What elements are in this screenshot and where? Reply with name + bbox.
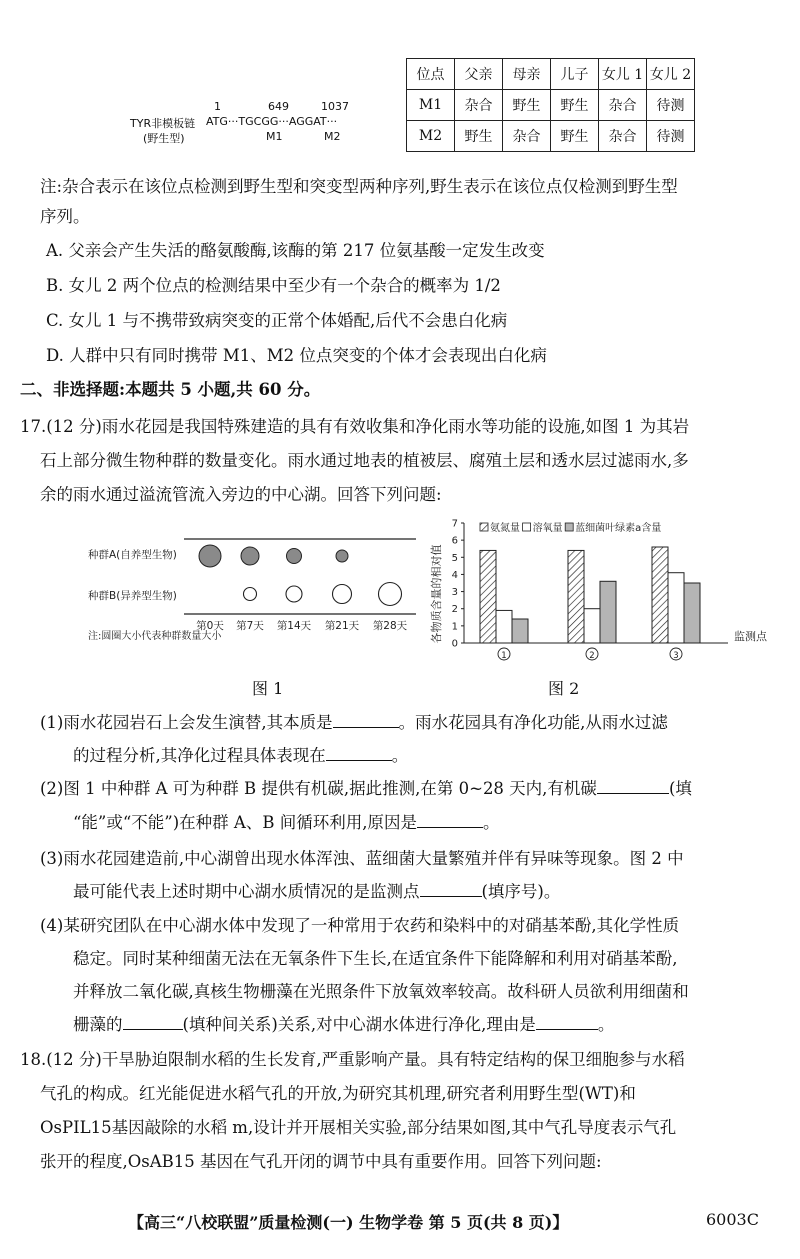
table-cell: M2 (407, 121, 455, 152)
table-cell: 野生 (455, 121, 503, 152)
q17-part2-line2 (73, 808, 499, 838)
q17-part4-line1: (4)某研究团队在中心湖水体中发现了一种常用于农药和染料中的对硝基苯酚,其化学性质 (40, 916, 680, 935)
q17-part4-text2: (填种间关系)关系,对中心湖水体进行净化,理由是 (182, 1015, 536, 1034)
answer-blank[interactable] (536, 1013, 598, 1030)
population-b-circle (244, 588, 257, 601)
q17-part4-line3: 并释放二氧化碳,真核生物栅藻在光照条件下放氧效率较高。故科研人员欲利用细菌和 (73, 982, 689, 1001)
q18-stem-line3: OsPIL15基因敲除的水稻 m,设计并开展相关实验,部分结果如图,其中气孔导度表示气孔 (40, 1118, 677, 1137)
category-label: 3 (673, 651, 679, 661)
gene-sequence: ATG···TGCGG···AGGAT··· (206, 115, 338, 128)
y-tick-label: 2 (451, 604, 458, 616)
option-c: C. 女儿 1 与不携带致病突变的正常个体婚配,后代不会患白化病 (46, 311, 508, 330)
table-header: 母亲 (503, 59, 551, 90)
answer-blank[interactable] (420, 880, 482, 897)
table-header: 父亲 (455, 59, 503, 90)
population-b-circle (379, 583, 402, 606)
table-cell: 待测 (647, 90, 695, 121)
day-tick-label: 第7天 (236, 620, 264, 632)
q17-part1-line2 (73, 741, 408, 771)
table-cell: 野生 (551, 121, 599, 152)
gene-type: (野生型) (143, 132, 185, 145)
q17-part1-text: (1)雨水花园岩石上会发生演替,其本质是 (40, 713, 333, 732)
q18-stem-line4: 张开的程度,OsAB15 基因在气孔开闭的调节中具有重要作用。回答下列问题: (40, 1152, 602, 1171)
population-a-circle (287, 549, 302, 564)
q17-part2-text4: 。 (482, 813, 500, 832)
table-cell: 杂合 (455, 90, 503, 121)
population-a-circle (336, 550, 348, 562)
answer-blank[interactable] (333, 711, 399, 728)
category-label: 1 (501, 651, 507, 661)
fig1-caption: 图 1 (252, 679, 284, 698)
bar-1-1 (584, 609, 600, 643)
legend-swatch (565, 523, 573, 531)
legend-swatch (523, 523, 531, 531)
y-tick-label: 0 (451, 638, 458, 650)
bar-1-2 (668, 573, 684, 643)
bar-0-1 (568, 550, 584, 643)
q17-stem-line2: 石上部分微生物种群的数量变化。雨水通过地表的植被层、腐殖土层和透水层过滤雨水,多 (40, 451, 689, 470)
day-tick-label: 第28天 (372, 620, 408, 632)
gene-label: TYR非模板链 (130, 117, 196, 130)
figure-2-chart (422, 512, 778, 662)
population-b-circle (286, 586, 302, 602)
fig1-label-b: 种群B(异养型生物) (88, 590, 177, 602)
q17-part2-text2: (填 (668, 779, 692, 798)
option-d: D. 人群中只有同时携带 M1、M2 位点突变的个体才会表现出白化病 (46, 346, 547, 365)
q17-part1-line1 (40, 708, 668, 738)
q18-stem-line2: 气孔的构成。红光能促进水稻气孔的开放,为研究其机理,研究者利用野生型(WT)和 (40, 1084, 636, 1103)
q17-part3-line2 (73, 877, 560, 907)
table-cell: 杂合 (599, 90, 647, 121)
site-m2-label: M2 (324, 130, 341, 143)
table-cell: M1 (407, 90, 455, 121)
answer-blank[interactable] (417, 811, 483, 828)
q17-part4-line4 (73, 1010, 614, 1040)
q17-part4-text3: 。 (597, 1015, 615, 1034)
y-axis-label: 各物质含量的相对值 (430, 544, 443, 644)
y-tick-label: 7 (451, 518, 458, 530)
table-cell: 杂合 (503, 121, 551, 152)
seq-pos-1: 1 (214, 100, 221, 113)
bar-2-1 (600, 581, 616, 643)
q17-part3-text2: (填序号)。 (481, 882, 561, 901)
bar-2-2 (684, 583, 700, 643)
fig1-note: 注:圆圈大小代表种群数量大小 (88, 631, 222, 642)
bar-1-0 (496, 610, 512, 643)
legend-entry: 溶氧量 (532, 523, 563, 534)
y-tick-label: 3 (451, 587, 458, 599)
option-a: A. 父亲会产生失活的酪氨酸酶,该酶的第 217 位氨基酸一定发生改变 (46, 241, 545, 260)
q17-stem-line3: 余的雨水通过溢流管流入旁边的中心湖。回答下列问题: (40, 485, 442, 504)
table-row (407, 90, 695, 121)
y-tick-label: 5 (451, 552, 458, 564)
site-m1-label: M1 (266, 130, 283, 143)
day-tick-label: 第14天 (276, 620, 312, 632)
answer-blank[interactable] (597, 777, 669, 794)
table-cell: 野生 (551, 90, 599, 121)
table-row (407, 121, 695, 152)
y-tick-label: 6 (451, 535, 458, 547)
answer-blank[interactable] (123, 1013, 183, 1030)
seq-pos-1037: 1037 (321, 100, 349, 113)
table-header: 女儿 1 (599, 59, 647, 90)
fig1-label-a: 种群A(自养型生物) (88, 549, 177, 561)
table-header-row (407, 59, 695, 90)
population-b-circle (333, 585, 352, 604)
q18-stem-line1: 18.(12 分)干旱胁迫限制水稻的生长发育,严重影响产量。具有特定结构的保卫细胞参与水稻 (20, 1050, 685, 1069)
legend-entry: 蓝细菌叶绿素a含量 (575, 523, 662, 534)
q17-part1-text3: 的过程分析,其净化过程具体表现在 (73, 746, 326, 765)
day-tick-label: 第21天 (324, 620, 360, 632)
answer-blank[interactable] (326, 744, 392, 761)
table-note-line1: 注:杂合表示在该位点检测到野生型和突变型两种序列,野生表示在该位点仅检测到野生型 (40, 177, 678, 196)
q17-part1-text2: 。雨水花园具有净化功能,从雨水过滤 (398, 713, 668, 732)
q17-part3-line1: (3)雨水花园建造前,中心湖曾出现水体浑浊、蓝细菌大量繁殖并伴有异味等现象。图 2 中 (40, 849, 684, 868)
q17-stem-line1: 17.(12 分)雨水花园是我国特殊建造的具有有效收集和净化雨水等功能的设施,如图 1 为其岩 (20, 417, 690, 436)
y-tick-label: 4 (451, 569, 458, 581)
seq-pos-649: 649 (268, 100, 289, 113)
population-a-circle (241, 547, 259, 565)
y-tick-label: 1 (451, 621, 458, 633)
q17-part3-text: 最可能代表上述时期中心湖水质情况的是监测点 (73, 882, 420, 901)
q17-part2-line1 (40, 774, 692, 804)
bar-2-0 (512, 619, 528, 643)
day-tick-label: 第0天 (196, 620, 224, 632)
paper-code: 6003C (706, 1210, 759, 1229)
table-header: 女儿 2 (647, 59, 695, 90)
bar-0-2 (652, 547, 668, 643)
q17-part2-text3: “能”或“不能”)在种群 A、B 间循环利用,原因是 (73, 813, 417, 832)
figure-1 (86, 518, 418, 648)
table-cell: 杂合 (599, 121, 647, 152)
legend-entry: 氨氮量 (490, 523, 520, 534)
q17-part1-text4: 。 (391, 746, 409, 765)
population-a-circle (199, 545, 221, 567)
table-header: 儿子 (551, 59, 599, 90)
table-cell: 野生 (503, 90, 551, 121)
category-label: 2 (589, 651, 595, 661)
site-table (406, 58, 695, 152)
q17-part4-line2: 稳定。同时某种细菌无法在无氧条件下生长,在适宜条件下能降解和利用对硝基苯酚, (73, 949, 678, 968)
option-b: B. 女儿 2 两个位点的检测结果中至少有一个杂合的概率为 1/2 (46, 276, 501, 295)
fig2-caption: 图 2 (548, 679, 580, 698)
bar-0-0 (480, 550, 496, 643)
table-header: 位点 (407, 59, 455, 90)
table-note-line2: 序列。 (40, 207, 90, 226)
table-cell: 待测 (647, 121, 695, 152)
q17-part2-text: (2)图 1 中种群 A 可为种群 B 提供有机碳,据此推测,在第 0~28 天内,有机碳 (40, 779, 597, 798)
section-heading: 二、非选择题:本题共 5 小题,共 60 分。 (20, 380, 321, 399)
q17-part4-text: 栅藻的 (73, 1015, 123, 1034)
page-footer: 【高三“八校联盟”质量检测(一) 生物学卷 第 5 页(共 8 页)】 (128, 1213, 569, 1232)
legend-swatch (480, 523, 488, 531)
x-axis-label: 监测点 (734, 630, 767, 643)
